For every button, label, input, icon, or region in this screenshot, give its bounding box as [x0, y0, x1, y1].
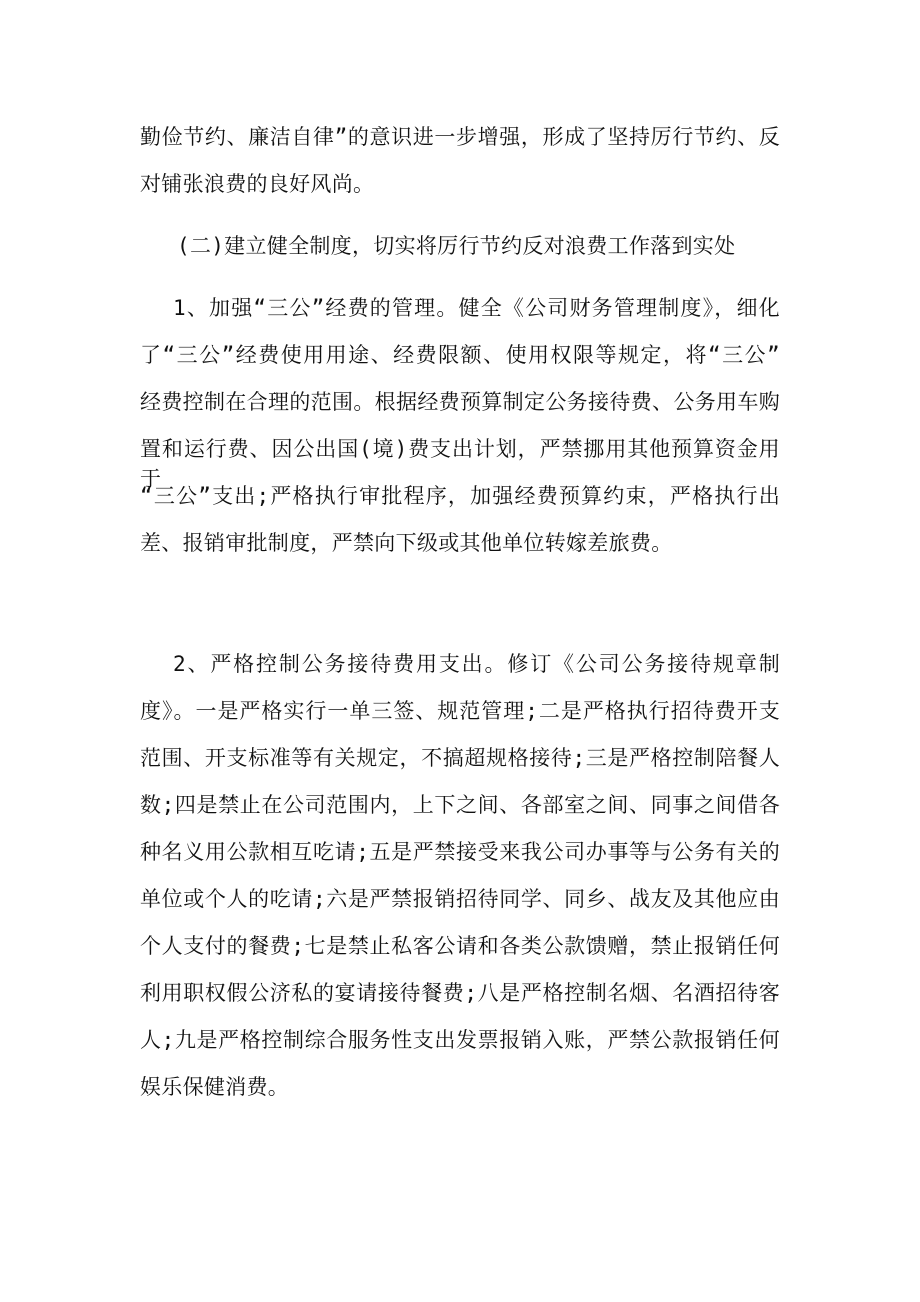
item1-line-2: 了“三公”经费使用用途、经费限额、使用权限等规定，将“三公” [140, 343, 780, 367]
item2-line-5: 种名义用公款相互吃请;五是严禁接受来我公司办事等与公务有关的 [140, 840, 780, 864]
item2-line-10: 娱乐保健消费。 [140, 1075, 290, 1099]
item2-line-9: 人;九是严格控制综合服务性支出发票报销入账，严禁公款报销任何 [140, 1028, 780, 1052]
intro-line-2: 对铺张浪费的良好风尚。 [140, 172, 375, 196]
item1-line-1: 1、加强“三公”经费的管理。健全《公司财务管理制度》，细化 [173, 296, 780, 320]
section-heading: (二)建立健全制度，切实将厉行节约反对浪费工作落到实处 [177, 234, 736, 258]
item2-line-7: 个人支付的餐费;七是禁止私客公请和各类公款馈赠，禁止报销任何 [140, 934, 780, 958]
item1-line-3: 经费控制在合理的范围。根据经费预算制定公务接待费、公务用车购 [140, 390, 780, 414]
item2-line-8: 利用职权假公济私的宴请接待餐费;八是严格控制名烟、名酒招待客 [140, 981, 780, 1005]
item2-line-2: 度》。一是严格实行一单三签、规范管理;二是严格执行招待费开支 [140, 699, 780, 723]
item2-line-3: 范围、开支标准等有关规定，不搞超规格接待;三是严格控制陪餐人 [140, 746, 780, 770]
item1-line-6: 差、报销审批制度，严禁向下级或其他单位转嫁差旅费。 [140, 531, 673, 555]
item2-line-1: 2、严格控制公务接待费用支出。修订《公司公务接待规章制 [173, 652, 780, 676]
item2-line-4: 数;四是禁止在公司范围内，上下之间、各部室之间、同事之间借各 [140, 793, 780, 817]
intro-line-1: 勤俭节约、廉洁自律”的意识进一步增强，形成了坚持厉行节约、反 [140, 125, 780, 149]
item2-line-6: 单位或个人的吃请;六是严禁报销招待同学、同乡、战友及其他应由 [140, 887, 780, 911]
item1-line-4: 置和运行费、因公出国(境)费支出计划，严禁挪用其他预算资金用于 [140, 437, 780, 491]
item1-line-5: “三公”支出;严格执行审批程序，加强经费预算约束，严格执行出 [140, 484, 780, 508]
